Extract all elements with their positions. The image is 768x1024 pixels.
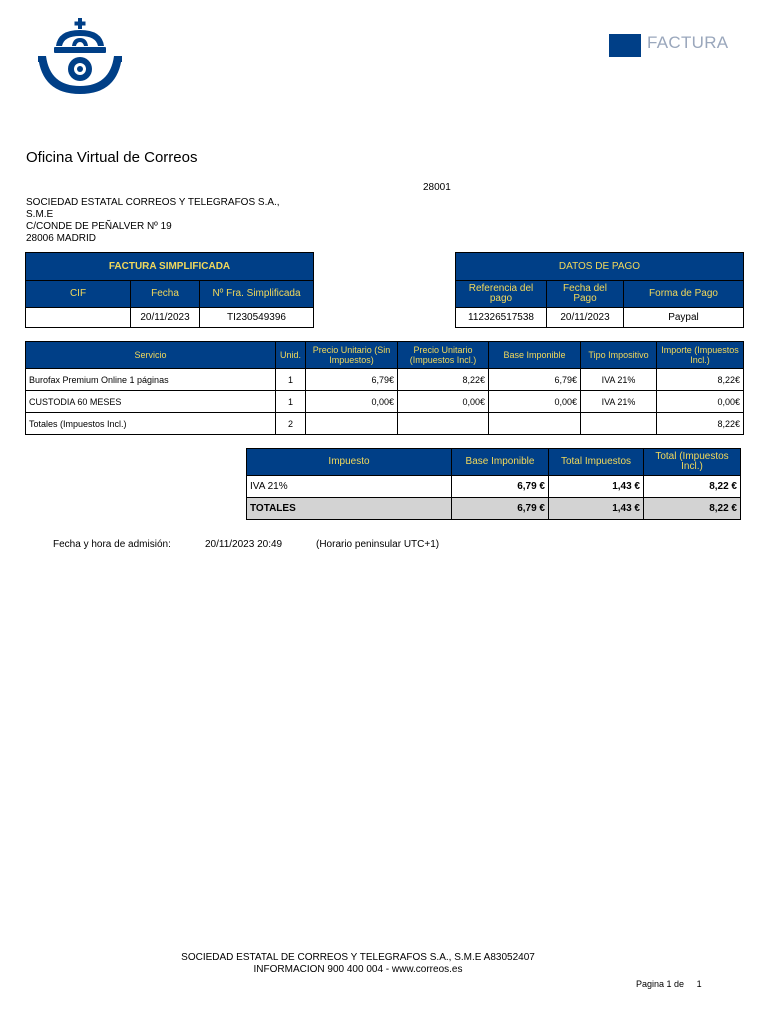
cell-totales-con-impuestos: 8,22 €	[644, 498, 741, 520]
footer-contact-line: INFORMACION 900 400 004 - www.correos.es	[253, 964, 463, 975]
cell-importe: 8,22€	[657, 413, 744, 435]
payment-info-title: DATOS DE PAGO	[456, 253, 744, 281]
cell-impuesto: IVA 21%	[247, 476, 452, 498]
header-servicio: Servicio	[26, 342, 276, 369]
table-row	[26, 369, 744, 391]
header-precio-con-impuestos: Precio Unitario (Impuestos Incl.)	[398, 342, 489, 369]
page-number	[636, 979, 702, 989]
cell-servicio: Totales (Impuestos Incl.)	[26, 413, 276, 435]
factura-badge-swatch	[609, 34, 641, 57]
admission-label: Fecha y hora de admisión:	[53, 539, 171, 550]
header-numero-factura: Nº Fra. Simplificada	[200, 281, 314, 308]
header-referencia-pago: Referencia del pago	[456, 281, 547, 308]
company-line-3: C/CONDE DE PEÑALVER Nº 19	[26, 221, 172, 232]
admission-timezone: (Horario peninsular UTC+1)	[316, 539, 440, 550]
tax-summary-table	[246, 448, 741, 520]
footer-company-line: SOCIEDAD ESTATAL DE CORREOS Y TELEGRAFOS S.A., S.M.E A83052407	[181, 952, 535, 963]
header-unidades: Unid.	[276, 342, 306, 369]
company-line-1: SOCIEDAD ESTATAL CORREOS Y TELEGRAFOS S.A.,	[26, 197, 280, 208]
company-line-2: S.M.E	[26, 209, 54, 220]
cell-precio-sin-impuestos	[306, 413, 398, 435]
cell-fecha: 20/11/2023	[131, 308, 200, 328]
header-fecha-pago: Fecha del Pago	[547, 281, 624, 308]
page-total: 1	[696, 979, 702, 989]
header-total-con-impuestos: Total (Impuestos Incl.)	[644, 449, 741, 476]
cell-unidades: 1	[276, 391, 306, 413]
cell-tipo-impositivo: IVA 21%	[581, 369, 657, 391]
cell-totales-impuestos: 1,43 €	[549, 498, 644, 520]
header-base-imponible: Base Imponible	[452, 449, 549, 476]
cell-total-impuestos: 1,43 €	[549, 476, 644, 498]
invoice-info-table	[25, 252, 314, 328]
cell-unidades: 2	[276, 413, 306, 435]
header-cif: CIF	[26, 281, 131, 308]
header-impuesto: Impuesto	[247, 449, 452, 476]
footer	[0, 952, 716, 976]
header-forma-pago: Forma de Pago	[624, 281, 744, 308]
admission-datetime: 20/11/2023 20:49	[205, 539, 283, 550]
table-row-totals	[247, 498, 741, 520]
cell-base-imponible	[489, 413, 581, 435]
services-table	[25, 341, 744, 435]
cell-referencia-pago: 112326517538	[456, 308, 547, 328]
cell-precio-sin-impuestos: 6,79€	[306, 369, 398, 391]
cell-cif	[26, 308, 131, 328]
table-row-totals	[26, 413, 744, 435]
cell-total-con-impuestos: 8,22 €	[644, 476, 741, 498]
cell-numero-factura: TI230549396	[200, 308, 314, 328]
tax-header-row	[247, 449, 741, 476]
company-address	[26, 197, 280, 245]
table-row	[247, 476, 741, 498]
cell-base-imponible: 6,79€	[489, 369, 581, 391]
invoice-info-title: FACTURA SIMPLIFICADA	[26, 253, 314, 281]
cell-base-imponible: 0,00€	[489, 391, 581, 413]
table-row	[26, 391, 744, 413]
header-precio-sin-impuestos: Precio Unitario (Sin Impuestos)	[306, 342, 398, 369]
cell-base-imponible: 6,79 €	[452, 476, 549, 498]
cell-precio-con-impuestos: 0,00€	[398, 391, 489, 413]
cell-forma-pago: Paypal	[624, 308, 744, 328]
cell-fecha-pago: 20/11/2023	[547, 308, 624, 328]
header-total-impuestos: Total Impuestos	[549, 449, 644, 476]
header-importe: Importe (Impuestos Incl.)	[657, 342, 744, 369]
services-header-row	[26, 342, 744, 369]
cell-precio-con-impuestos	[398, 413, 489, 435]
cell-precio-con-impuestos: 8,22€	[398, 369, 489, 391]
cell-totales-base: 6,79 €	[452, 498, 549, 520]
cell-precio-sin-impuestos: 0,00€	[306, 391, 398, 413]
payment-info-table	[455, 252, 744, 328]
cell-tipo-impositivo	[581, 413, 657, 435]
header-tipo-impositivo: Tipo Impositivo	[581, 342, 657, 369]
correos-logo-icon	[36, 16, 124, 96]
cell-servicio: Burofax Premium Online 1 páginas	[26, 369, 276, 391]
cell-importe: 8,22€	[657, 369, 744, 391]
document-type-label: FACTURA	[647, 33, 729, 52]
header-fecha: Fecha	[131, 281, 200, 308]
cell-servicio: CUSTODIA 60 MESES	[26, 391, 276, 413]
company-line-4: 28006 MADRID	[26, 233, 97, 244]
recipient-postcode: 28001	[423, 182, 451, 193]
cell-importe: 0,00€	[657, 391, 744, 413]
office-title: Oficina Virtual de Correos	[26, 149, 198, 166]
page-label: Pagina 1 de	[636, 979, 685, 989]
cell-tipo-impositivo: IVA 21%	[581, 391, 657, 413]
cell-unidades: 1	[276, 369, 306, 391]
header-base-imponible: Base Imponible	[489, 342, 581, 369]
cell-totales-label: TOTALES	[247, 498, 452, 520]
